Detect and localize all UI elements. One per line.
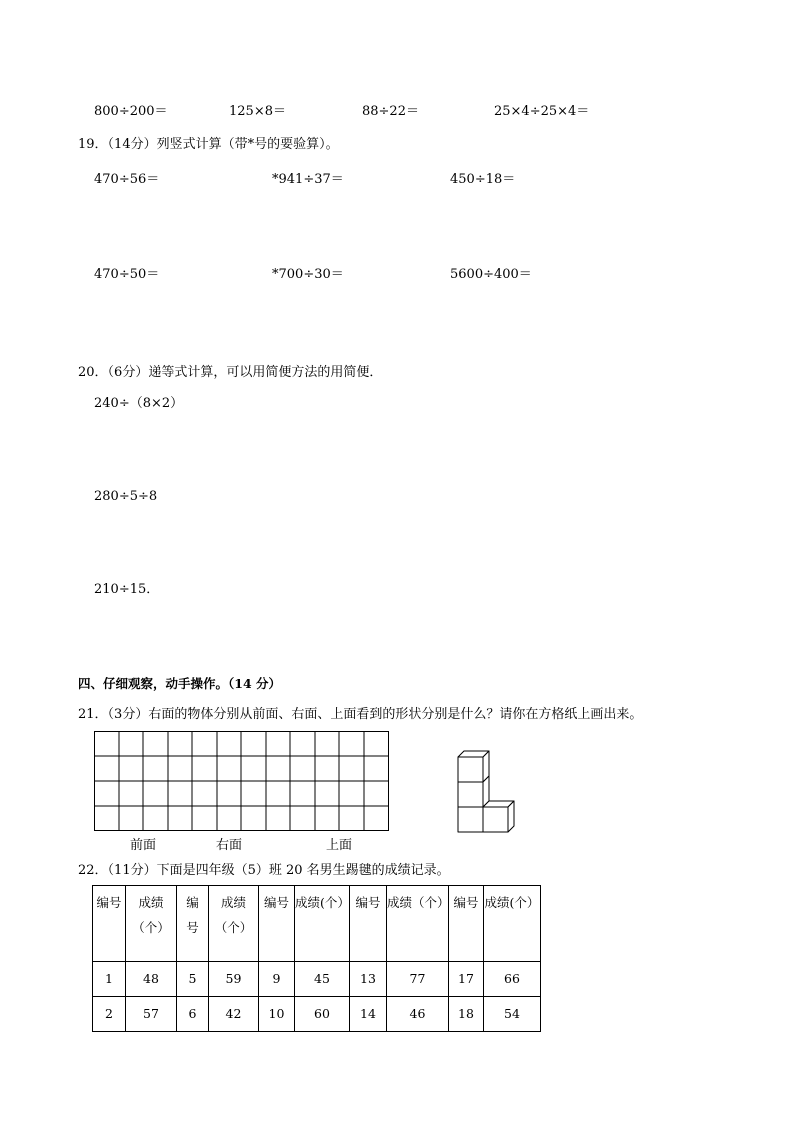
table-cell: 42: [209, 997, 259, 1032]
table-cell: 10: [259, 997, 295, 1032]
q19-expr-5: *700÷30＝: [272, 267, 344, 282]
table-cell: 77: [387, 962, 449, 997]
table-header-row: [93, 886, 541, 962]
table-cell: 60: [295, 997, 350, 1032]
label-right: 右面: [216, 838, 243, 853]
cube-stack-figure: [452, 748, 522, 833]
table-cell: 14: [350, 997, 387, 1032]
table-cell: 1: [93, 962, 126, 997]
table-cell: 59: [209, 962, 259, 997]
label-front: 前面: [130, 838, 157, 853]
q22-title: 22．（11分）下面是四年级（5）班 20 名男生踢毽的成绩记录。: [78, 863, 450, 878]
q19-title: 19．（14分）列竖式计算（带*号的要验算）。: [78, 137, 339, 152]
q20-expr-2: 280÷5÷8: [94, 489, 158, 504]
header-score: 成绩(个）: [484, 886, 541, 962]
header-id: 编号: [350, 886, 387, 962]
table-cell: 54: [484, 997, 541, 1032]
q20-title: 20．（6分）递等式计算，可以用简便方法的用简便．: [78, 365, 383, 380]
header-score: 成绩 （个）: [126, 886, 177, 962]
table-cell: 57: [126, 997, 177, 1032]
table-cell: 5: [177, 962, 209, 997]
header-id: 编号: [259, 886, 295, 962]
expr-88-div-22: 88÷22＝: [362, 104, 419, 119]
q19-expr-3: 450÷18＝: [450, 172, 516, 187]
header-id: 编号: [93, 886, 126, 962]
grid-paper[interactable]: [94, 731, 389, 831]
section-4-title: 四、仔细观察，动手操作。（14 分）: [78, 676, 281, 691]
table-cell: 17: [449, 962, 484, 997]
expr-125-times-8: 125×8＝: [229, 104, 286, 119]
table-cell: 2: [93, 997, 126, 1032]
table-row: [93, 962, 541, 997]
table-cell: 45: [295, 962, 350, 997]
header-score: 成绩(个）: [295, 886, 350, 962]
q19-expr-1: 470÷56＝: [94, 172, 160, 187]
header-score: 成绩（个）: [387, 886, 449, 962]
expr-25x4-div-25x4: 25×4÷25×4＝: [494, 104, 590, 119]
score-table: [92, 885, 541, 1032]
header-id: 编号: [449, 886, 484, 962]
table-cell: 66: [484, 962, 541, 997]
table-cell: 18: [449, 997, 484, 1032]
q20-expr-1: 240÷（8×2）: [94, 396, 184, 411]
table-cell: 6: [177, 997, 209, 1032]
table-cell: 46: [387, 997, 449, 1032]
q20-expr-3: 210÷15．: [94, 582, 160, 597]
label-top: 上面: [326, 838, 353, 853]
table-cell: 9: [259, 962, 295, 997]
table-row: [93, 997, 541, 1032]
q19-expr-6: 5600÷400＝: [450, 267, 532, 282]
q19-expr-4: 470÷50＝: [94, 267, 160, 282]
header-score: 成绩 （个）: [209, 886, 259, 962]
table-cell: 13: [350, 962, 387, 997]
expr-800-div-200: 800÷200＝: [94, 104, 168, 119]
q21-title: 21．（3分）右面的物体分别从前面、右面、上面看到的形状分别是什么？请你在方格纸上画出来。: [78, 707, 643, 722]
header-id: 编 号: [177, 886, 209, 962]
table-cell: 48: [126, 962, 177, 997]
q19-expr-2: *941÷37＝: [272, 172, 344, 187]
